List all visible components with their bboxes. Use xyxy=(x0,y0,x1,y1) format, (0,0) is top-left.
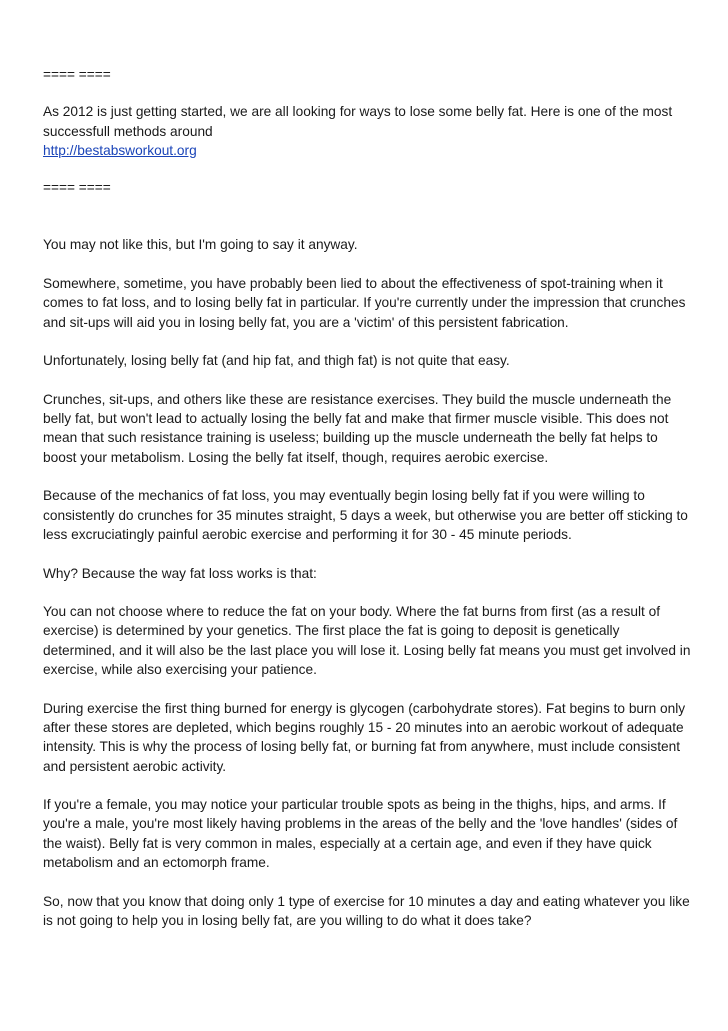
paragraph: Because of the mechanics of fat loss, you may eventually begin losing belly fat if you were willing to consistently do crunches for 35 minutes straight, 5 days a week, but otherwise you are better off sticking to less excruciatingly painful aerobic exercise and performing it for 30 - 45 minute periods. xyxy=(43,488,688,542)
separator-bottom: ==== ==== xyxy=(43,180,111,196)
paragraph: So, now that you know that doing only 1 type of exercise for 10 minutes a day and eating whatever you like is not going to help you in losing belly fat, are you willing to do what it does take? xyxy=(43,893,690,928)
paragraph: Unfortunately, losing belly fat (and hip fat, and thigh fat) is not quite that easy. xyxy=(43,353,510,369)
paragraph: Why? Because the way fat loss works is that: xyxy=(43,565,317,581)
paragraph: During exercise the first thing burned for energy is glycogen (carbohydrate stores). Fat begins to burn only after these stores are depleted, which begins roughly 15 - 20 minutes into an aerobic workout of adequate intensity. This is why the process of losing belly fat, or burning fat from anywhere, must include consistent and persistent aerobic activity. xyxy=(43,700,686,774)
separator-top: ==== ==== xyxy=(43,67,111,82)
paragraph: If you're a female, you may notice your particular trouble spots as being in the thighs, hips, and arms. If you're a male, you're most likely having problems in the areas of the belly and the 'love handles' (sides of the waist). Belly fat is very common in males, especially at a certain age, and even if they have quick metabolism and an ectomorph frame. xyxy=(43,797,678,870)
document-page xyxy=(43,65,693,949)
paragraph: Somewhere, sometime, you have probably been lied to about the effectiveness of spot-training when it comes to fat loss, and to losing belly fat in particular. If you're currently under the impression that crunches and sit-ups will aid you in losing belly fat, you are a 'victim' of this persistent fabrication. xyxy=(43,276,686,330)
paragraph: You may not like this, but I'm going to say it anyway. xyxy=(43,237,358,253)
paragraph: You can not choose where to reduce the fat on your body. Where the fat burns from first (as a result of exercise) is determined by your genetics. The first place the fat is going to deposit is genetically determined, and it will also be the last place you will lose it. Losing belly fat means you must get involved in exercise, while also exercising your patience. xyxy=(43,604,691,678)
intro-text: As 2012 is just getting started, we are all looking for ways to lose some belly fat. Here is one of the most successfull methods around xyxy=(43,104,673,139)
paragraph: Crunches, sit-ups, and others like these are resistance exercises. They build the muscle underneath the belly fat, but won't lead to actually losing the belly fat and make that firmer muscle visible. This does not mean that such resistance training is useless; building up the muscle underneath the belly fat helps to boost your metabolism. Losing the belly fat itself, though, requires aerobic exercise. xyxy=(43,391,672,465)
website-link[interactable]: http://bestabsworkout.org xyxy=(43,142,197,158)
intro-block xyxy=(43,102,693,160)
